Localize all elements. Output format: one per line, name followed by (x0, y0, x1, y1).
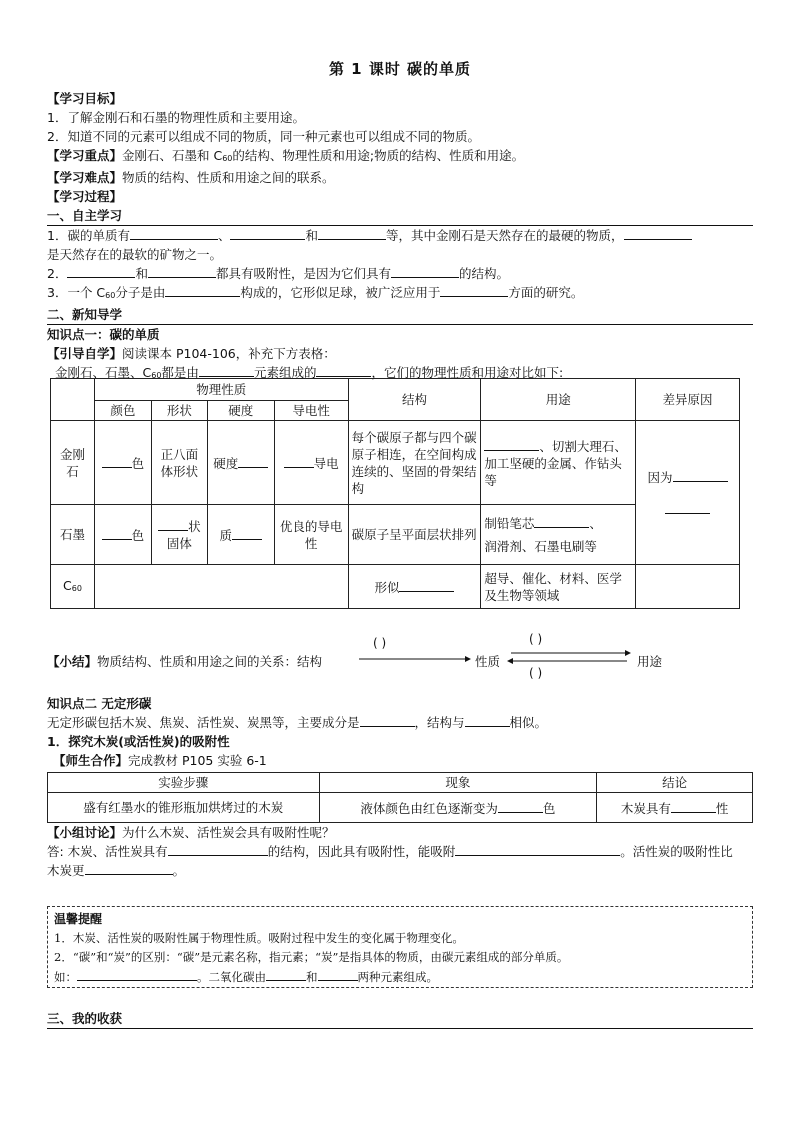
guide-label: 【引导自学】 (47, 346, 123, 361)
c60-sub: 60 (71, 583, 82, 593)
diamond-color (94, 421, 151, 505)
coop-text: 完成教材 P105 实验 6-1 (128, 753, 267, 768)
ans-text-e: 。 (172, 863, 186, 878)
summary-text: 物质结构、性质和用途之间的关系：结构 (97, 654, 323, 669)
blank-input[interactable] (130, 226, 218, 240)
conc-text-a: 木炭具有 (620, 800, 671, 816)
discuss-label: 【小组讨论】 (47, 825, 123, 840)
diamond-conductivity (274, 421, 348, 505)
reason-line-2 (639, 500, 736, 518)
goal-item-1: 1．了解金刚石和石墨的物理性质和主要用途。 (47, 110, 305, 125)
c60-reason-empty (636, 565, 740, 609)
graphite-use (481, 505, 636, 565)
graphite-hardness-text: 质 (219, 527, 233, 543)
diamond-structure: 每个碳原子都与四个碳原子相连，在空间构成连续的、坚固的骨架结构 (348, 421, 481, 505)
summary-property: 性质 (475, 654, 501, 669)
key-text-a: 金刚石、石墨和 C (122, 148, 223, 163)
intro-text-b: 都是由 (161, 365, 199, 380)
blank-input[interactable] (102, 526, 132, 540)
phen-text-a: 液体颜色由红色逐渐变为 (360, 800, 498, 816)
exp-header-phenomenon: 现象 (319, 773, 597, 793)
table-row-diamond (51, 421, 740, 505)
diamond-use-text: 、切割大理石、加工坚硬的金属、作钻头等 (484, 438, 627, 488)
diamond-hardness-text: 硬度 (213, 455, 239, 471)
c60-physical-empty (94, 565, 348, 609)
blank-input[interactable] (238, 454, 268, 468)
self-study-q2 (47, 264, 753, 283)
blank-input[interactable] (158, 517, 188, 531)
kp2-sub1: 1．探究木炭(或活性炭)的吸附性 (47, 734, 230, 749)
exp-header-step: 实验步骤 (48, 773, 320, 793)
diamond-hardness (207, 421, 274, 505)
blank-input[interactable] (266, 967, 306, 981)
page-title: 第 1 课时 碳的单质 (328, 60, 472, 78)
header-reason: 差异原因 (636, 379, 740, 421)
intro-text-c: 元素组成的 (253, 365, 317, 380)
reason-prefix: 因为 (647, 469, 673, 485)
tip-box (47, 906, 753, 988)
blank-input[interactable] (360, 713, 415, 727)
tip-line-1: 1．木炭、活性炭的吸附性属于物理性质。吸附过程中发生的变化属于物理变化。 (54, 931, 464, 945)
arrow-structure-property (357, 651, 472, 665)
key-points (47, 146, 753, 168)
blank-input[interactable] (165, 283, 240, 297)
blank-input[interactable] (440, 283, 508, 297)
goal-item-2: 2．知道不同的元素可以组成不同的物质，同一种元素也可以组成不同的物质。 (47, 129, 480, 144)
blank-input[interactable] (85, 861, 173, 875)
self-study-q1 (47, 226, 753, 245)
guide-line (47, 344, 753, 363)
process-label: 【学习过程】 (47, 189, 123, 204)
blank-input[interactable] (168, 842, 268, 856)
graphite-conductivity: 优良的导电性 (274, 505, 348, 565)
kp2-header: 知识点二 无定形碳 (47, 696, 152, 711)
difficulty-text: 物质的结构、性质和用途之间的联系。 (122, 170, 335, 185)
blank-input[interactable] (318, 967, 358, 981)
table-row (48, 793, 753, 823)
diamond-cond-suffix: 导电 (313, 455, 339, 471)
phen-text-b: 色 (542, 800, 556, 816)
row-name-diamond: 金刚石 (51, 421, 95, 505)
tip-3-b: 。二氧化碳由 (197, 970, 266, 984)
graphite-shape (151, 505, 207, 565)
blank-input[interactable] (230, 226, 305, 240)
tip-title: 温馨提醒 (54, 912, 103, 926)
key-sub: 60 (222, 154, 233, 163)
ans-text-a: 答: 木炭、活性炭具有 (47, 844, 168, 859)
coop-label: 【师生合作】 (53, 753, 129, 768)
graphite-color-suffix: 色 (131, 527, 145, 543)
tip-3-c: 和 (306, 970, 318, 984)
blank-input[interactable] (148, 264, 216, 278)
exp-phenomenon (319, 793, 597, 823)
q2-text-d: 的结构。 (458, 266, 509, 281)
blank-input[interactable] (199, 363, 254, 377)
exp-step: 盛有红墨水的锥形瓶加烘烤过的木炭 (48, 793, 320, 823)
blank-input[interactable] (455, 842, 620, 856)
ans-text-c: 。活性炭的吸附性比 (620, 844, 733, 859)
header-conductivity: 导电性 (274, 401, 348, 421)
q2-text-b: 和 (135, 266, 148, 281)
experiment-table (47, 772, 753, 823)
summary-use: 用途 (637, 654, 663, 669)
kp2-section (47, 694, 753, 880)
header-empty (51, 379, 95, 421)
q3-text-b: 分子是由 (115, 285, 166, 300)
summary-line (47, 652, 322, 670)
paren-property-use: ( ) (529, 632, 543, 646)
header-use: 用途 (481, 379, 636, 421)
kp2-text-c: 相似。 (509, 715, 548, 730)
graphite-color (94, 505, 151, 565)
c60-structure-text: 形似 (374, 579, 400, 595)
graphite-structure: 碳原子呈平面层状排列 (348, 505, 481, 565)
self-study-q1-cont: 是天然存在的最软的矿物之一。 (47, 247, 223, 262)
blank-input[interactable] (673, 468, 728, 482)
tip-line-3 (54, 967, 746, 987)
kp1-header: 知识点一：碳的单质 (47, 327, 160, 342)
guide-text: 阅读课本 P104-106，补充下方表格： (122, 346, 336, 361)
conc-text-b: 性 (715, 800, 729, 816)
discuss-line (47, 823, 753, 842)
c60-name: C (63, 577, 72, 593)
blank-input[interactable] (534, 514, 589, 528)
table-row-c60 (51, 565, 740, 609)
kp2-text-a: 无定形碳包括木炭、焦炭、活性炭、炭黑等，主要成分是 (47, 715, 360, 730)
coop-line (47, 751, 753, 770)
tip-line-2: 2．“碳”和“炭”的区别：“碳”是元素名称，指元素；“炭”是指具体的物质，由碳元素组成的部分单质。 (54, 950, 569, 964)
q1-text-c: 和 (305, 228, 318, 243)
blank-input[interactable] (318, 226, 386, 240)
blank-input[interactable] (102, 454, 132, 468)
intro-text-d: ，它们的物理性质和用途对比如下: (371, 365, 564, 380)
blank-input[interactable] (284, 454, 314, 468)
reason-cell (636, 421, 740, 565)
key-label: 【学习重点】 (47, 148, 123, 163)
graphite-use-b: 、 (589, 516, 602, 531)
tip-3-d: 两种元素组成。 (357, 970, 438, 984)
reason-line-1 (639, 468, 736, 486)
blank-input[interactable] (624, 226, 692, 240)
exp-header-conclusion: 结论 (597, 773, 753, 793)
q1-text-d: 等，其中金刚石是天然存在的最硬的物质， (386, 228, 624, 243)
blank-input[interactable] (77, 967, 197, 981)
difficulty-label: 【学习难点】 (47, 170, 123, 185)
q2-text-a: 2． (47, 266, 68, 281)
c60-structure (348, 565, 481, 609)
graphite-use-line-1 (484, 514, 632, 532)
header-hardness: 硬度 (207, 401, 274, 421)
blank-input[interactable] (67, 264, 135, 278)
discuss-text: 为什么木炭、活性炭会具有吸附性呢？ (122, 825, 335, 840)
summary-block (47, 634, 753, 684)
paren-use-property: ( ) (529, 666, 543, 680)
graphite-use-a: 制铅笔芯 (484, 516, 535, 531)
q1-text-a: 1．碳的单质有 (47, 228, 130, 243)
row-name-graphite: 石墨 (51, 505, 95, 565)
blank-input[interactable] (498, 799, 543, 813)
q2-text-c: 都具有吸附性，是因为它们具有 (215, 266, 391, 281)
comparison-table (50, 378, 740, 609)
q3-sub: 60 (105, 291, 116, 300)
answer-line-1 (47, 842, 753, 861)
diamond-use (481, 421, 636, 505)
header-structure: 结构 (348, 379, 481, 421)
kp2-text-b: ，结构与 (414, 715, 465, 730)
key-text-b: 的结构、物理性质和用途;物质的结构、性质和用途。 (232, 148, 525, 163)
goals-header: 【学习目标】 (47, 91, 123, 106)
c60-use: 超导、催化、材料、医学及生物等领域 (481, 565, 636, 609)
graphite-use-line-2: 润滑剂、石墨电刷等 (484, 539, 597, 554)
graphite-hardness (207, 505, 274, 565)
ans-text-d: 木炭更 (47, 863, 85, 878)
blank-input[interactable] (671, 799, 716, 813)
summary-label: 【小结】 (47, 654, 98, 669)
double-arrow (507, 647, 631, 669)
intro-text-a: 金刚石、石墨、C (55, 365, 152, 380)
q3-text-a: 3．一个 C (47, 285, 106, 300)
blank-input[interactable] (399, 578, 454, 592)
kp2-line1 (47, 713, 753, 732)
tip-3-a: 如： (54, 970, 77, 984)
row-name-c60 (51, 565, 95, 609)
blank-input[interactable] (665, 500, 710, 514)
header-physical: 物理性质 (94, 379, 348, 401)
difficulty (47, 168, 753, 187)
self-study-header: 一、自主学习 (47, 207, 753, 226)
paren-structure-property: ( ) (373, 636, 387, 650)
blank-input[interactable] (484, 437, 539, 451)
diamond-color-suffix: 色 (131, 455, 145, 471)
intro-sub: 60 (151, 371, 162, 380)
gain-header: 三、我的收获 (47, 1010, 753, 1029)
blank-input[interactable] (316, 363, 371, 377)
blank-input[interactable] (465, 713, 510, 727)
exp-conclusion (597, 793, 753, 823)
graphite-shape-suffix: 状固体 (166, 519, 201, 551)
blank-input[interactable] (391, 264, 459, 278)
diamond-shape: 正八面体形状 (151, 421, 207, 505)
answer-line-2 (47, 861, 753, 880)
q1-text-b: 、 (217, 228, 231, 243)
header-shape: 形状 (151, 401, 207, 421)
ans-text-b: 的结构，因此具有吸附性，能吸附 (267, 844, 456, 859)
blank-input[interactable] (232, 526, 262, 540)
new-knowledge-header: 二、新知导学 (47, 306, 753, 325)
self-study-q3 (47, 283, 753, 305)
header-color: 颜色 (94, 401, 151, 421)
q3-text-c: 构成的，它形似足球，被广泛应用于 (240, 285, 441, 300)
worksheet-page (47, 58, 753, 1026)
q3-text-d: 方面的研究。 (508, 285, 584, 300)
